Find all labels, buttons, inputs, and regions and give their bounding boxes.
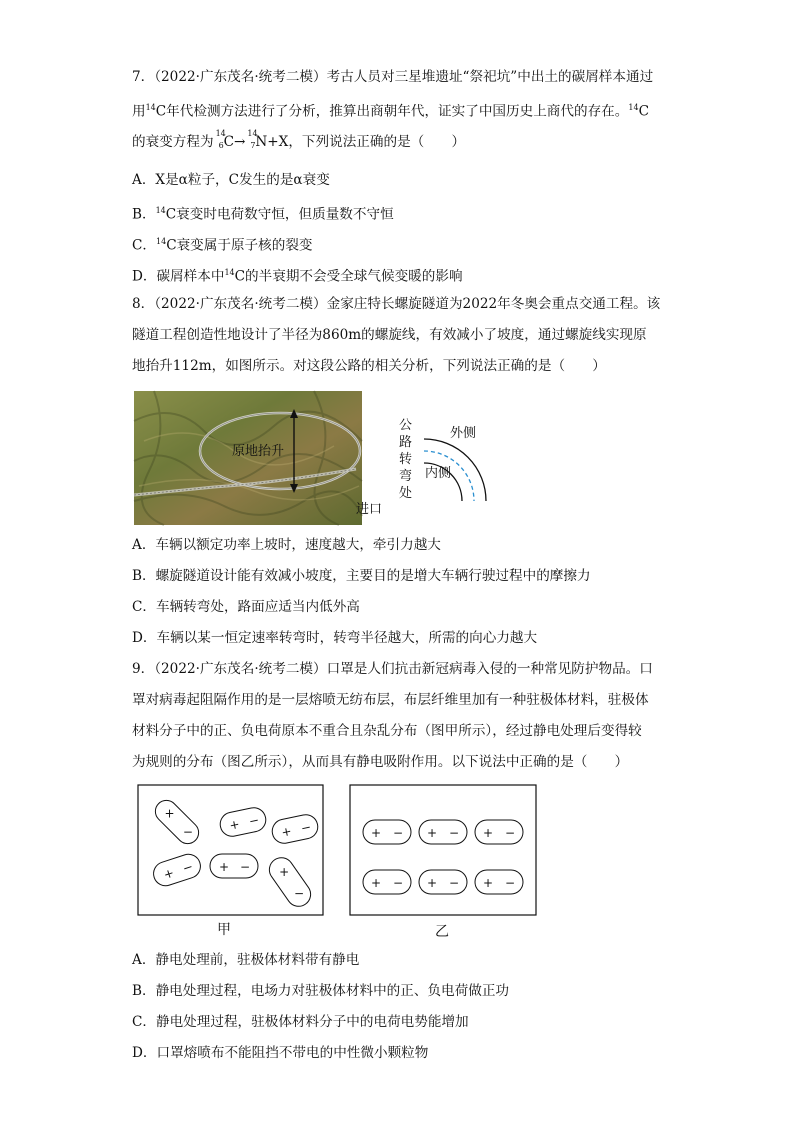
svg-text:+: +	[427, 826, 438, 840]
q9-line-4: 为规则的分布（图乙所示），从而具有静电吸附作用。以下说法中正确的是（ ）	[132, 754, 629, 770]
q8-line-2: 隧道工程创造性地设计了半径为860m的螺旋线，有效减小了坡度，通过螺旋线实现原	[132, 327, 647, 343]
lift-label: 原地抬升	[232, 444, 285, 459]
svg-text:+: +	[279, 865, 290, 880]
q8-option-d: D．车辆以某一恒定速率转弯时，转弯半径越大，所需的向心力越大	[132, 630, 538, 646]
svg-text:+: +	[164, 806, 175, 821]
q7-line-3: 的衰变方程为 14 6 C→ 14 7 N+X，下列说法正确的是（ ）	[132, 129, 466, 150]
road-label-5: 处	[399, 486, 413, 501]
svg-text:−: −	[182, 824, 193, 839]
q8-line-1: 8．（2022·广东茂名·统考二模）金家庄特长螺旋隧道为2022年冬奥会重点交通工程。该	[132, 296, 661, 312]
svg-text:+: +	[219, 860, 230, 874]
q9-line-1: 9．（2022·广东茂名·统考二模）口罩是人们抗击新冠病毒入侵的一种常见防护物品。口	[132, 661, 653, 677]
q7-line-2: 用$^{14}$C年代检测方法进行了分析，推算出商朝年代，证实了中国历史上商代的存在。$^{14}$C	[132, 103, 649, 120]
svg-text:−: −	[393, 826, 404, 840]
q8-option-b: B．螺旋隧道设计能有效减小坡度，主要目的是增大车辆行驶过程中的摩擦力	[132, 568, 591, 584]
svg-text:−: −	[294, 886, 305, 901]
svg-text:+: +	[483, 826, 494, 840]
svg-text:+: +	[228, 816, 241, 833]
road-label-2: 路	[399, 435, 413, 450]
svg-text:+: +	[371, 876, 382, 890]
svg-text:−: −	[299, 819, 313, 836]
q9-option-a: A．静电处理前，驻极体材料带有静电	[132, 952, 360, 968]
svg-text:+: +	[483, 876, 494, 890]
road-label-1: 公	[399, 418, 413, 433]
svg-text:−: −	[505, 826, 516, 840]
q8-line-3: 地抬升112m，如图所示。对这段公路的相关分析，下列说法正确的是（ ）	[132, 358, 606, 374]
svg-text:+: +	[427, 876, 438, 890]
q7-option-b: B．$^{14}$C衰变时电荷数守恒，但质量数不守恒	[132, 206, 394, 223]
panel-yi	[350, 785, 536, 915]
svg-text:−: −	[247, 812, 261, 829]
road-curve-diagram	[356, 391, 504, 525]
svg-text:−: −	[505, 876, 516, 890]
outer-side-label: 外侧	[450, 426, 477, 441]
svg-text:+: +	[161, 865, 176, 882]
q9-option-b: B．静电处理过程，电场力对驻极体材料中的正、负电荷做正功	[132, 983, 510, 999]
q9-line-3: 材料分子中的正、负电荷原本不重合且杂乱分布（图甲所示），经过静电处理后变得较	[132, 723, 642, 739]
q8-option-c: C．车辆转弯处，路面应适当内低外高	[132, 599, 360, 615]
label-yi: 乙	[435, 924, 449, 940]
svg-text:−: −	[240, 860, 251, 874]
q8-option-a: A．车辆以额定功率上坡时，速度越大，牵引力越大	[132, 537, 441, 553]
q9-line-2: 罩对病毒起阻隔作用的是一层熔喷无纺布层，布层纤维里加有一种驻极体材料，驻极体	[132, 692, 649, 708]
q7-option-d: D．碳屑样本中$^{14}$C的半衰期不会受全球气候变暖的影响	[132, 268, 463, 285]
q7-option-a: A．X是α粒子，C发生的是α衰变	[132, 172, 330, 188]
road-label-4: 弯	[399, 469, 413, 484]
svg-text:−: −	[393, 876, 404, 890]
entrance-label: 进口	[356, 502, 383, 517]
q7-line-1: 7．（2022·广东茂名·统考二模）考古人员对三星堆遗址“祭祀坑”中出土的碳屑样本通过	[132, 69, 654, 85]
label-jia: 甲	[217, 922, 231, 938]
electret-figure	[137, 784, 547, 939]
inner-side-label: 内侧	[425, 466, 452, 481]
q9-option-c: C．静电处理过程，驻极体材料分子中的电荷电势能增加	[132, 1014, 469, 1030]
svg-text:−: −	[449, 826, 460, 840]
road-label-3: 转	[399, 452, 413, 467]
svg-text:+: +	[280, 823, 293, 840]
svg-text:−: −	[180, 859, 195, 876]
svg-text:+: +	[371, 826, 382, 840]
q7-option-c: C．$^{14}$C衰变属于原子核的裂变	[132, 237, 313, 254]
q9-option-d: D．口罩熔喷布不能阻挡不带电的中性微小颗粒物	[132, 1045, 429, 1061]
spiral-tunnel-photo	[134, 391, 362, 525]
svg-text:−: −	[449, 876, 460, 890]
